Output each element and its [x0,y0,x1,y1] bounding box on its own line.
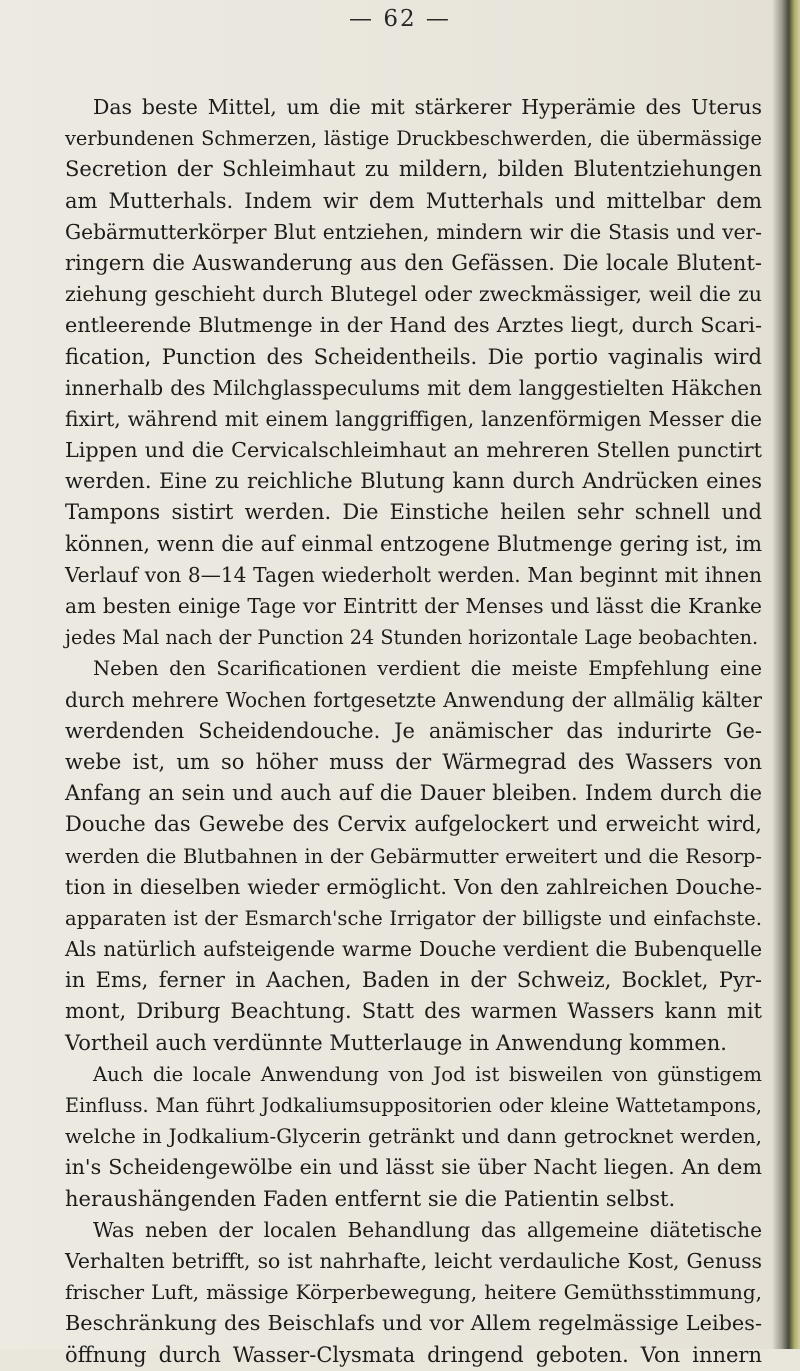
text-line: können, wenn die auf einmal entzogene Blutmenge gering ist, im [65,531,762,556]
text-line: jedes Mal nach der Punction 24 Stunden horizontale Lage beobachten. [65,626,759,650]
text-line: Was neben der localen Behandlung das allgemeine diätetische [93,1217,762,1242]
text-line: werden. Eine zu reichliche Blutung kann durch Andrücken eines [65,469,762,494]
text-line: welche in Jodkalium-Glycerin getränkt und dann getrocknet werden, [65,1125,762,1149]
text-line: Als natürlich aufsteigende warme Douche verdient die Bubenquelle [65,937,762,962]
text-line: Verlauf von 8—14 Tagen wiederholt werden. Man beginnt mit ihnen [65,562,762,587]
text-line: heraushängenden Faden entfernt sie die Patientin selbst. [65,1186,676,1211]
text-line: in's Scheidengewölbe ein und lässt sie über Nacht liegen. An dem [65,1155,762,1180]
text-line: Lippen und die Cervicalschleimhaut an mehreren Stellen punctirt [65,438,762,463]
text-line: Secretion der Schleimhaut zu mildern, bilden Blutentziehungen [65,157,762,182]
text-line: am besten einige Tage vor Eintritt der Menses und lässt die Kranke [65,594,762,618]
text-line: Anfang an sein und auch auf die Dauer bleiben. Indem durch die [65,781,762,806]
page-number: — 62 — [349,6,451,32]
text-line: Beschränkung des Beischlafs und vor Allem regelmässige Leibes- [65,1311,762,1336]
text-line: werdenden Scheidendouche. Je anämischer das indurirte Ge- [65,718,762,743]
text-line: ziehung geschieht durch Blutegel oder zweckmässiger, weil die zu [65,282,762,307]
text-line: Verhalten betrifft, so ist nahrhafte, leicht verdauliche Kost, Genuss [65,1248,762,1273]
text-line: öffnung durch Wasser-Clysmata dringend geboten. Von innern [65,1342,762,1367]
text-line: werden die Blutbahnen in der Gebärmutter erweitert und die Resorp- [65,844,762,868]
text-line: durch mehrere Wochen fortgesetzte Anwendung der allmälig kälter [65,687,762,712]
page-edge-shadow [772,0,800,1349]
text-line: tion in dieselben wieder ermöglicht. Von den zahlreichen Douche- [65,874,762,899]
text-line: fication, Punction des Scheidentheils. Die portio vaginalis wird [65,344,762,369]
text-line: entleerende Blutmenge in der Hand des Arztes liegt, durch Scari- [65,313,762,338]
text-line: webe ist, um so höher muss der Wärmegrad des Wassers von [65,749,762,774]
text-line: am Mutterhals. Indem wir dem Mutterhals und mittelbar dem [65,188,762,213]
text-line: Vortheil auch verdünnte Mutterlauge in Anwendung kommen. [65,1030,727,1055]
text-line: Douche das Gewebe des Cervix aufgelockert und erweicht wird, [65,812,762,837]
text-line: ringern die Auswanderung aus den Gefässen. Die locale Blutent- [65,250,762,275]
text-line: frischer Luft, mässige Körperbewegung, heitere Gemüthsstimmung, [65,1280,762,1305]
body-text [65,92,762,1371]
text-line: Tampons sistirt werden. Die Einstiche heilen sehr schnell und [65,500,762,525]
text-line: Gebärmutterkörper Blut entziehen, mindern wir die Stasis und ver- [65,219,762,244]
text-line: Neben den Scarificationen verdient die meiste Empfehlung eine [93,657,762,681]
text-line: innerhalb des Milchglasspeculums mit dem langgestielten Häkchen [65,375,762,400]
text-line: fixirt, während mit einem langgriffigen, lanzenförmigen Messer die [65,406,762,431]
text-line: mont, Driburg Beachtung. Statt des warmen Wassers kann mit [65,999,762,1024]
text-line: apparaten ist der Esmarch'sche Irrigator der billigste und einfachste. [65,906,762,930]
text-line: Einfluss. Man führt Jodkaliumsuppositorien oder kleine Wattetampons, [65,1094,762,1117]
text-line: Auch die locale Anwendung von Jod ist bisweilen von günstigem [93,1062,762,1086]
text-line: verbundenen Schmerzen, lästige Druckbeschwerden, die übermässige [65,127,762,151]
text-line: in Ems, ferner in Aachen, Baden in der Schweiz, Bocklet, Pyr- [65,968,762,993]
text-line: Das beste Mittel, um die mit stärkerer Hyperämie des Uterus [93,95,762,119]
